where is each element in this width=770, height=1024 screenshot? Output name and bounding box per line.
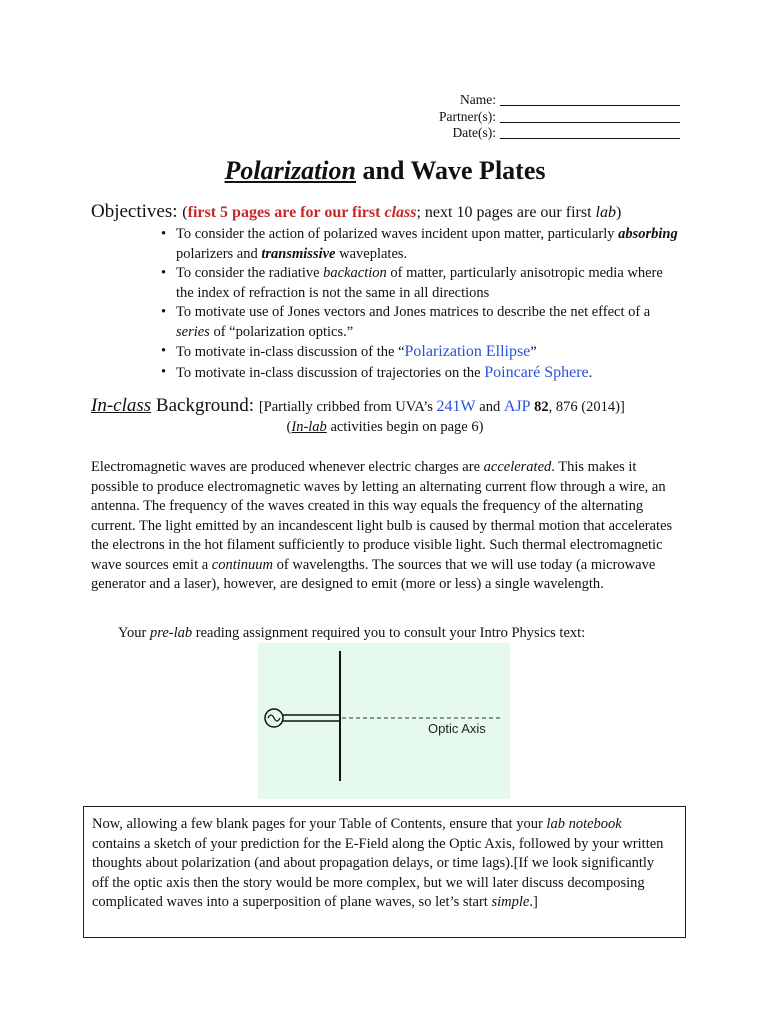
- uva-241w-link[interactable]: 241W: [436, 398, 476, 415]
- item-text: of matter, particularly anisotropic media where the index of refraction is not the same in all directions: [176, 265, 663, 301]
- ajp-pages: , 876 (2014)]: [548, 399, 625, 415]
- name-blank-line[interactable]: [500, 92, 680, 106]
- objectives-list: [161, 225, 681, 383]
- partners-label: Partner(s):: [439, 108, 496, 124]
- background-label: Background:: [151, 395, 259, 416]
- name-label: Name:: [460, 92, 496, 107]
- item-text: waveplates.: [335, 245, 408, 262]
- cribbed-text: [Partially cribbed from UVA’s: [258, 399, 437, 415]
- inclass-label: In-class: [91, 395, 152, 416]
- intro-paragraph: [91, 458, 676, 595]
- item-text: To consider the action of polarized waves incident upon matter, particularly: [176, 226, 619, 242]
- item-text: .: [588, 364, 593, 381]
- list-item: • To motivate in-class discussion of trajectories on the Poincaré Sphere.: [161, 363, 593, 381]
- inlab-label: In-lab: [291, 419, 327, 435]
- antenna-diagram: [258, 643, 510, 799]
- para-text: . This makes it possible to produce electromagnetic waves by letting an alternating current flow through a wire, an antenna. The frequency of the waves created in this way equals the frequency of the alternating current. The light emitted by an incandescent light bulb is caused by thermal motion that accelerates the electrons in the hot filament sufficiently to produce visible light. Such thermal electromagnetic wave sources emit a: [91, 459, 673, 573]
- item-text: To motivate use of Jones vectors and Jones matrices to describe the net effect of a: [176, 304, 651, 320]
- header-fields: [380, 92, 680, 142]
- name-row: [380, 92, 680, 109]
- and-text: and: [475, 399, 504, 415]
- objectives-red-class: class: [384, 204, 417, 221]
- inlab-open-paren: (: [286, 419, 292, 435]
- objectives-lab: lab: [595, 204, 616, 221]
- prelab-line: [118, 625, 585, 642]
- item-emphasis: transmissive: [261, 245, 336, 262]
- box-text: Now, allowing a few blank pages for your Table of Contents, ensure that your: [92, 816, 547, 832]
- dates-label: Date(s):: [452, 125, 496, 140]
- item-emphasis: absorbing: [618, 226, 678, 242]
- item-emphasis: series: [176, 323, 210, 340]
- partners-blank-line[interactable]: [500, 109, 680, 123]
- para-text: Electromagnetic waves are produced whenever electric charges are: [91, 459, 484, 475]
- prelab-text: Your: [118, 625, 150, 641]
- objectives-close-paren: ): [615, 204, 622, 221]
- item-text: ”: [530, 344, 537, 360]
- objectives-open-paren: (: [182, 204, 188, 221]
- objectives-mid: ; next 10 pages are our first: [416, 204, 596, 221]
- item-text: To consider the radiative: [176, 265, 324, 281]
- list-item: • To motivate use of Jones vectors and Jones matrices to describe the net effect of a series of “polarization optics.”: [161, 304, 651, 340]
- inlab-rest: activities begin on page 6): [326, 419, 484, 435]
- notebook-instruction-box: [83, 806, 686, 938]
- para-text: of wavelengths. The sources that we will use today (a microwave generator and a laser), however, are designed to emit (more or less) a single wavelength.: [91, 556, 656, 592]
- para-emphasis: accelerated: [483, 459, 552, 475]
- item-text: polarizers and: [176, 245, 262, 262]
- box-text: contains a sketch of your prediction for the E-Field along the Optic Axis, followed by your written thoughts about polarization (and about propagation delays, or time lags).[If we look significantly off the optic axis then the story would be more complex, but we will later discuss decomposing complicated waves into a superposition of plane waves, so let’s start: [92, 835, 664, 910]
- dates-row: [380, 125, 680, 142]
- objectives-label: Objectives:: [91, 201, 183, 222]
- antenna-figure: [258, 643, 510, 799]
- prelab-text: reading assignment required you to consult your Intro Physics text:: [192, 625, 586, 641]
- para-emphasis: continuum: [211, 556, 274, 573]
- list-item: • To motivate in-class discussion of the “Polarization Ellipse”: [161, 343, 537, 360]
- box-emphasis: lab notebook: [546, 816, 622, 832]
- sine-wave-icon: [268, 715, 280, 721]
- background-heading: [91, 395, 625, 417]
- ajp-link[interactable]: AJP: [503, 398, 531, 415]
- item-emphasis: backaction: [323, 265, 387, 281]
- objectives-heading: [91, 201, 621, 223]
- list-item: • To consider the radiative backaction of matter, particularly anisotropic media where the index of refraction is not the same in all directions: [161, 265, 663, 301]
- title-emphasis: Polarization: [224, 156, 356, 185]
- item-text: To motivate in-class discussion of the “: [176, 344, 405, 360]
- prelab-emphasis: pre-lab: [149, 625, 193, 641]
- item-text: To motivate in-class discussion of trajectories on the: [176, 364, 485, 381]
- partners-row: [380, 109, 680, 126]
- optic-axis-label: Optic Axis: [428, 721, 486, 736]
- poincare-sphere-link[interactable]: Poincaré Sphere: [484, 363, 589, 381]
- item-text: of “polarization optics.”: [209, 323, 354, 340]
- list-item: • To consider the action of polarized waves incident upon matter, particularly absorbing polarizers and transmissive waveplates.: [161, 226, 678, 262]
- ajp-volume: 82: [530, 399, 549, 415]
- dates-blank-line[interactable]: [500, 125, 680, 139]
- inlab-note: [0, 419, 770, 436]
- page-title: [0, 156, 770, 186]
- title-rest: and Wave Plates: [356, 156, 546, 185]
- box-text: .]: [529, 894, 538, 910]
- polarization-ellipse-link[interactable]: Polarization Ellipse: [404, 343, 531, 360]
- box-emphasis: simple: [491, 894, 530, 910]
- objectives-red-text: first 5 pages are for our first: [187, 204, 385, 221]
